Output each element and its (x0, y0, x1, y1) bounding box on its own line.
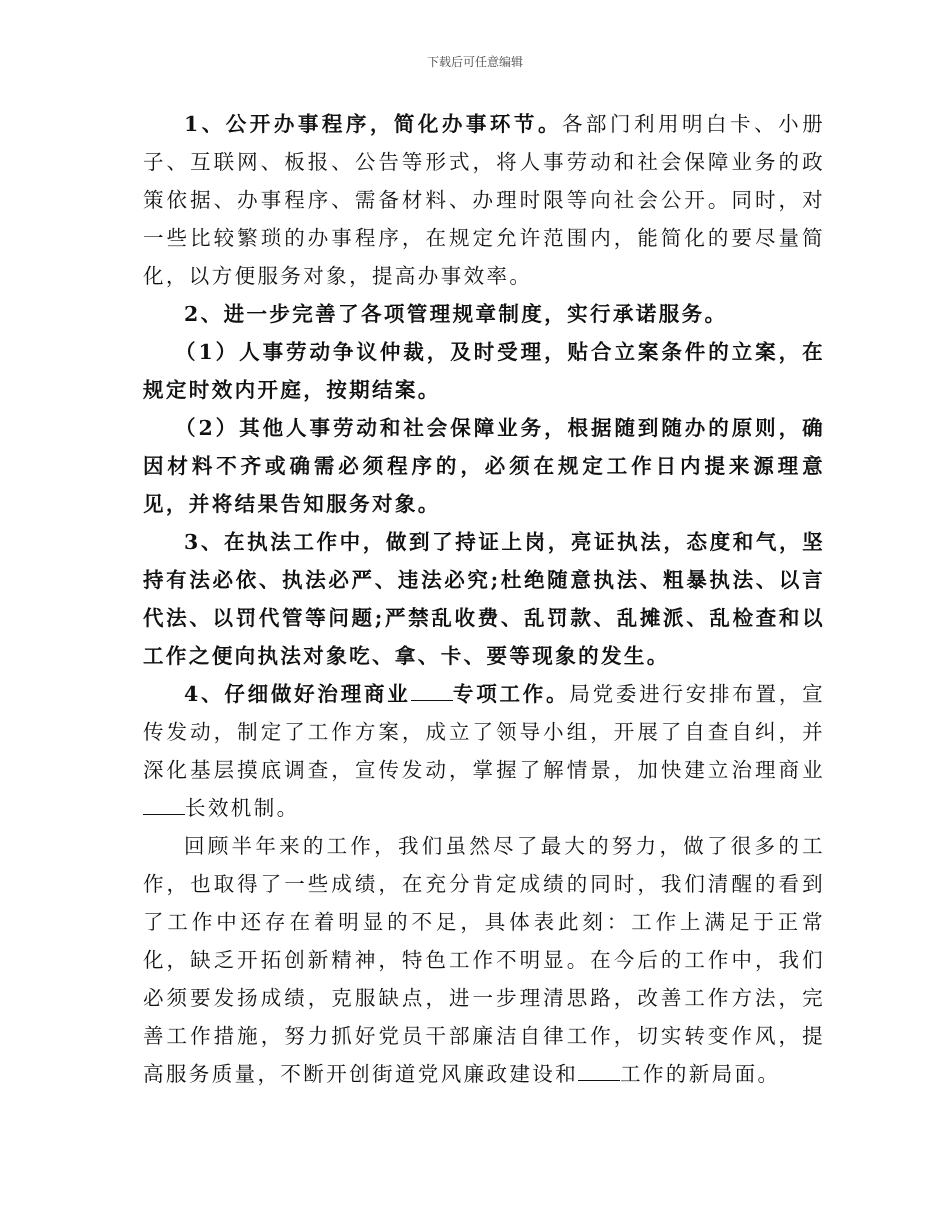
paragraph-6-heading-a: 4、仔细做好治理商业 (184, 682, 411, 706)
paragraph-1-text: 各部门利用明白卡、小册子、互联网、板报、公告等形式，将人事劳动和社会保障业务的政策依据、办事程序、需备材料、办理时限等向社会公开。同时，对一些比较繁琐的办事程序，在规定允许范围内，能简化的要尽量简化，以方便服务对象，提高办事效率。 (143, 112, 825, 288)
paragraph-7 (143, 827, 825, 1093)
paragraph-7-text-a: 回顾半年来的工作，我们虽然尽了最大的努力，做了很多的工作，也取得了一些成绩，在充分肯定成绩的同时，我们清醒的看到了工作中还存在着明显的不足，具体表此刻：工作上满足于正常化，缺乏开拓创新精神，特色工作不明显。在今后的工作中，我们必须要发扬成绩，克服缺点，进一步理清思路，改善工作方法，完善工作措施，努力抓好党员干部廉洁自律工作，切实转变作风，提高服务质量，不断开创街道党风廉政建设和 (143, 834, 825, 1086)
blank-line (411, 678, 453, 701)
document-body (143, 105, 825, 1093)
paragraph-7-text-b: 工作的新局面。 (620, 1062, 781, 1086)
paragraph-1 (143, 105, 825, 295)
paragraph-3: （1）人事劳动争议仲裁，及时受理，贴合立案条件的立案，在规定时效内开庭，按期结案。 (143, 340, 825, 402)
paragraph-6 (143, 675, 825, 827)
page-header: 下载后可任意编辑 (426, 55, 523, 69)
paragraph-2: 2、进一步完善了各项管理规章制度，实行承诺服务。 (184, 302, 728, 326)
blank-line (578, 1058, 620, 1081)
paragraph-5: 3、在执法工作中，做到了持证上岗，亮证执法，态度和气，坚持有法必依、执法必严、违法必究;杜绝随意执法、粗暴执法、以言代法、以罚代管等问题;严禁乱收费、乱罚款、乱摊派、乱检查和以工作之便向执法对象吃、拿、卡、要等现象的发生。 (143, 530, 825, 668)
blank-line (143, 792, 185, 815)
paragraph-1-heading: 1、公开办事程序，简化办事环节。 (184, 112, 562, 136)
paragraph-6-text-a: 局党委进行安排布置，宣传发动，制定了工作方案，成立了领导小组，开展了自查自纠，并深化基层摸底调查，宣传发动，掌握了解情景，加快建立治理商业 (143, 682, 826, 782)
paragraph-6-text-b: 长效机制。 (185, 796, 300, 820)
paragraph-4: （2）其他人事劳动和社会保障业务，根据随到随办的原则，确因材料不齐或确需必须程序的，必须在规定工作日内提来源理意见，并将结果告知服务对象。 (143, 416, 825, 516)
paragraph-6-heading-b: 专项工作。 (452, 682, 570, 706)
